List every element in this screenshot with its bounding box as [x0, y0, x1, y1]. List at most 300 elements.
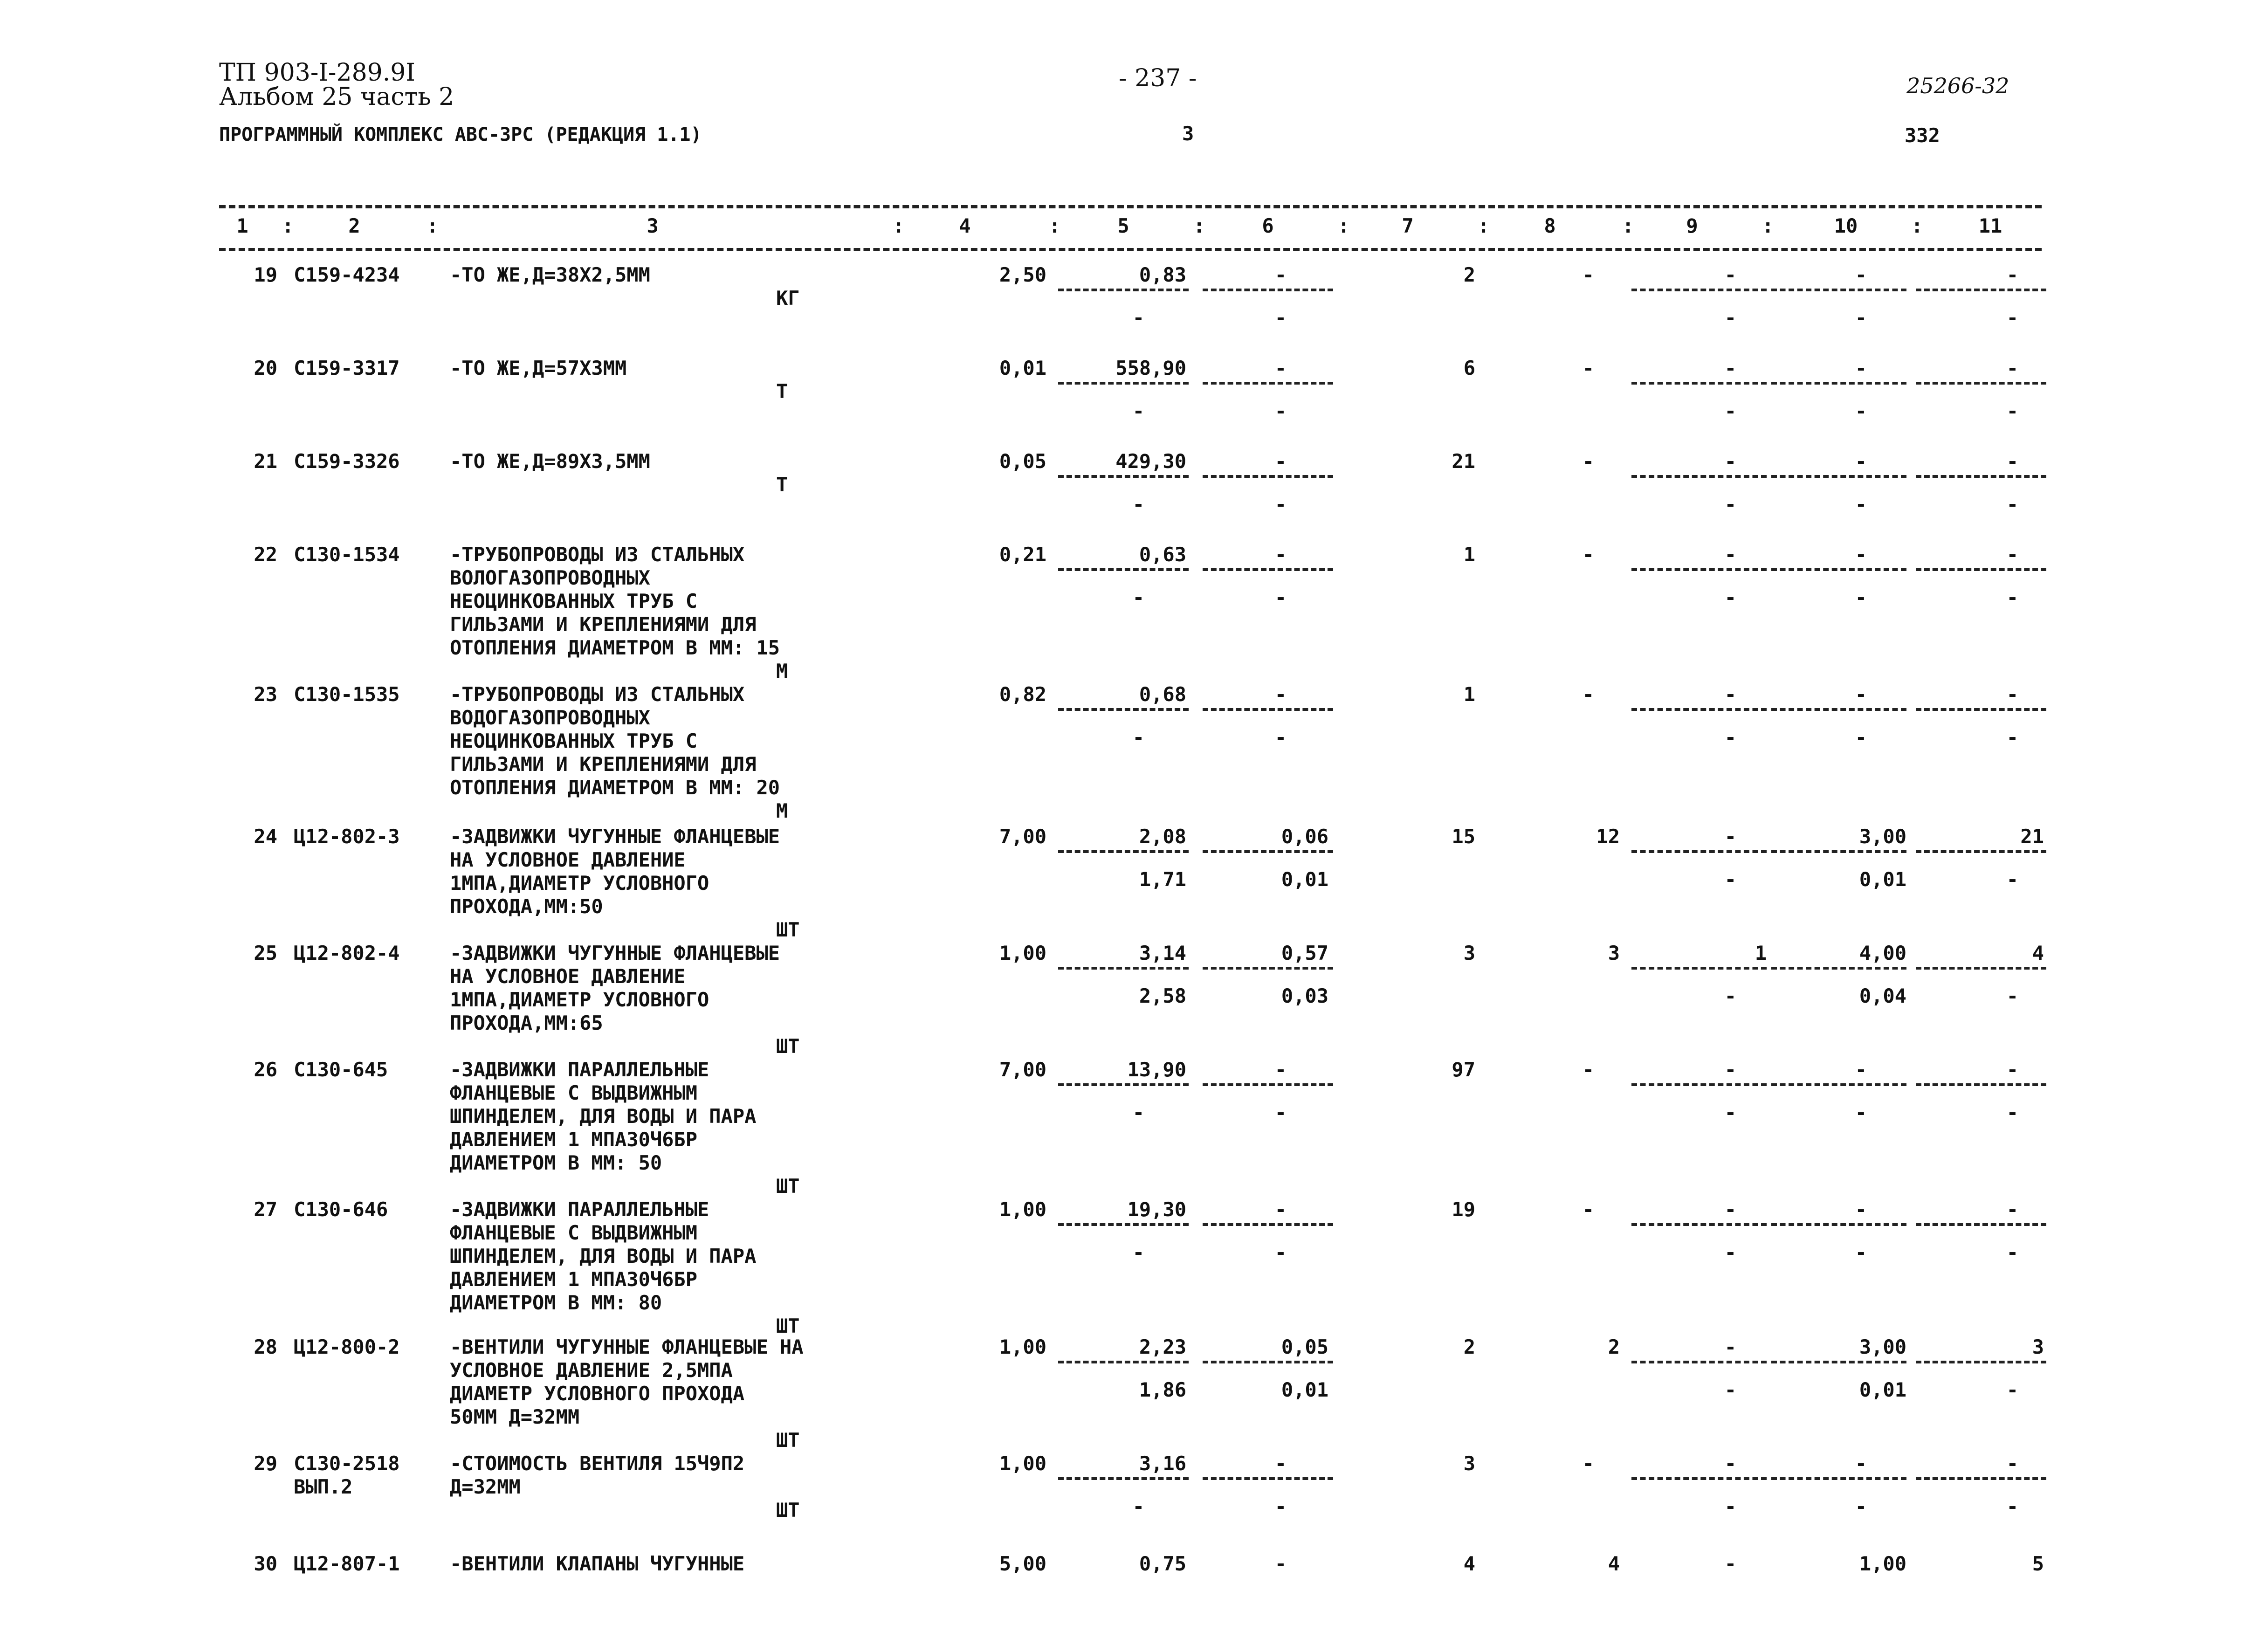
divider-col5	[1058, 382, 1189, 385]
column-number-10: 10	[1834, 214, 1858, 237]
divider-col9	[1631, 1477, 1767, 1480]
work-description-line: -ЗАДВИЖКИ ЧУГУННЫЕ ФЛАНЦЕВЫЕ	[450, 825, 780, 848]
labor-hours-lower: -	[1855, 399, 1867, 422]
total-cost: 19	[1452, 1198, 1475, 1221]
divider-col9	[1631, 967, 1767, 970]
work-description-line: -ЗАДВИЖКИ ЧУГУННЫЕ ФЛАНЦЕВЫЕ	[450, 942, 780, 964]
machine-cost: -	[1724, 1058, 1736, 1081]
work-description-line: -ВЕНТИЛИ КЛАПАНЫ ЧУГУННЫЕ	[450, 1552, 745, 1575]
divider-col6	[1203, 1477, 1333, 1480]
sheet-total: 332	[1905, 124, 1940, 147]
machine-cost-lower: -	[1724, 726, 1736, 749]
work-description-line: ПРОХОДА,ММ:50	[450, 895, 603, 918]
wage-cost-machines: -	[1274, 1241, 1287, 1264]
machine-cost: -	[1724, 450, 1736, 473]
work-description-line: -ТО ЖЕ,Д=57Х3ММ	[450, 357, 627, 379]
divider-col6	[1203, 1361, 1333, 1363]
program-title: ПРОГРАММНЫЙ КОМПЛЕКС АВС-3РС (РЕДАКЦИЯ 1.1)	[219, 124, 702, 145]
labor-hours: -	[1855, 357, 1867, 379]
total-labor: 3	[2032, 1335, 2044, 1358]
divider-col11	[1916, 708, 2046, 711]
quantity: 1,00	[999, 1452, 1046, 1475]
divider-col9	[1631, 1361, 1767, 1363]
total-cost: 21	[1452, 450, 1475, 473]
row-number: 19	[254, 263, 277, 286]
total-labor: -	[2006, 683, 2018, 706]
wage-cost-machines: 0,01	[1281, 868, 1328, 891]
wage-cost-machines: -	[1274, 586, 1287, 609]
column-number-2: 2	[348, 214, 360, 237]
labor-hours-lower: 0,01	[1859, 1378, 1906, 1401]
divider-col5	[1058, 708, 1189, 711]
total-labor-lower: -	[2006, 399, 2018, 422]
wage-cost: 0,06	[1281, 825, 1328, 848]
unit-cost: 19,30	[1127, 1198, 1186, 1221]
unit-cost-machines: 1,86	[1139, 1378, 1186, 1401]
column-number-8: 8	[1544, 214, 1556, 237]
total-cost: 2	[1463, 1335, 1475, 1358]
total-labor: -	[2006, 1058, 2018, 1081]
column-separator: :	[282, 214, 294, 237]
divider-col10	[1771, 1223, 1906, 1226]
total-labor-lower: -	[2006, 493, 2018, 516]
unit-cost: 3,16	[1139, 1452, 1186, 1475]
quantity: 0,05	[999, 450, 1046, 473]
labor-hours: -	[1855, 1452, 1867, 1475]
work-description-line: -ТРУБОПРОВОДЫ ИЗ СТАЛЬНЫХ	[450, 683, 745, 706]
unit-of-measure: КГ	[776, 287, 800, 310]
total-wage: 4	[1608, 1552, 1620, 1575]
unit-of-measure: ШТ	[776, 918, 800, 941]
column-separator: :	[1911, 214, 1923, 237]
divider-col9	[1631, 289, 1767, 291]
divider-col10	[1771, 475, 1906, 478]
total-cost: 2	[1463, 263, 1475, 286]
unit-of-measure: Т	[776, 380, 788, 403]
divider-col11	[1916, 1223, 2046, 1226]
machine-cost: -	[1724, 543, 1736, 566]
work-description-line: ОТОПЛЕНИЯ ДИАМЕТРОМ В ММ: 20	[450, 776, 780, 799]
labor-hours-lower: -	[1855, 1495, 1867, 1518]
total-wage: -	[1582, 683, 1594, 706]
total-wage: -	[1582, 450, 1594, 473]
unit-cost: 0,75	[1139, 1552, 1186, 1575]
column-number-4: 4	[959, 214, 971, 237]
machine-cost-lower: -	[1724, 868, 1736, 891]
unit-cost-machines: -	[1132, 399, 1144, 422]
column-number-11: 11	[1978, 214, 2002, 237]
rate-code: Ц12-807-1	[294, 1552, 400, 1575]
labor-hours-lower: -	[1855, 1101, 1867, 1124]
column-number-9: 9	[1686, 214, 1698, 237]
work-description-line: ГИЛЬЗАМИ И КРЕПЛЕНИЯМИ ДЛЯ	[450, 753, 757, 776]
total-cost: 3	[1463, 1452, 1475, 1475]
row-number: 21	[254, 450, 277, 473]
unit-cost: 2,08	[1139, 825, 1186, 848]
column-separator: :	[1193, 214, 1205, 237]
work-description-line: -ТО ЖЕ,Д=89Х3,5ММ	[450, 450, 650, 473]
total-cost: 4	[1463, 1552, 1475, 1575]
work-description-line: ПРОХОДА,ММ:65	[450, 1012, 603, 1034]
rate-code: С159-3317	[294, 357, 400, 379]
divider-col10	[1771, 382, 1906, 385]
total-labor-lower: -	[2006, 1378, 2018, 1401]
column-number-1: 1	[236, 214, 248, 237]
work-description-line: -ВЕНТИЛИ ЧУГУННЫЕ ФЛАНЦЕВЫЕ НА	[450, 1335, 804, 1358]
page-number: - 237 -	[1119, 64, 1197, 92]
divider-col5	[1058, 1083, 1189, 1086]
wage-cost: 0,57	[1281, 942, 1328, 964]
work-description-line: ФЛАНЦЕВЫЕ С ВЫДВИЖНЫМ	[450, 1221, 698, 1244]
work-description-line: -ТО ЖЕ,Д=38Х2,5ММ	[450, 263, 650, 286]
work-description-line: ДАВЛЕНИЕМ 1 МПА30Ч6БР	[450, 1128, 698, 1151]
work-description-line: ФЛАНЦЕВЫЕ С ВЫДВИЖНЫМ	[450, 1081, 698, 1104]
labor-hours: -	[1855, 543, 1867, 566]
total-labor-lower: -	[2006, 1101, 2018, 1124]
unit-of-measure: Т	[776, 473, 788, 496]
work-description-line: 1МПА,ДИАМЕТР УСЛОВНОГО	[450, 988, 709, 1011]
total-labor: -	[2006, 263, 2018, 286]
machine-cost: -	[1724, 683, 1736, 706]
work-description-line: ДИАМЕТР УСЛОВНОГО ПРОХОДА	[450, 1382, 745, 1405]
divider-col9	[1631, 1223, 1767, 1226]
machine-cost: -	[1724, 1335, 1736, 1358]
row-number: 23	[254, 683, 277, 706]
labor-hours: -	[1855, 683, 1867, 706]
machine-cost-lower: -	[1724, 1101, 1736, 1124]
machine-cost-lower: -	[1724, 493, 1736, 516]
quantity: 0,82	[999, 683, 1046, 706]
wage-cost-machines: -	[1274, 306, 1287, 329]
work-description-line: ДИАМЕТРОМ В ММ: 50	[450, 1151, 662, 1174]
unit-of-measure: М	[776, 799, 788, 822]
total-wage: 12	[1596, 825, 1620, 848]
labor-hours: 3,00	[1859, 825, 1906, 848]
wage-cost: -	[1274, 1198, 1287, 1221]
total-labor-lower: -	[2006, 726, 2018, 749]
labor-hours-lower: -	[1855, 726, 1867, 749]
work-description-line: НА УСЛОВНОЕ ДАВЛЕНИЕ	[450, 965, 686, 988]
divider-col5	[1058, 1361, 1189, 1363]
divider-col11	[1916, 850, 2046, 853]
total-labor-lower: -	[2006, 586, 2018, 609]
total-labor: 21	[2020, 825, 2044, 848]
unit-of-measure: ШТ	[776, 1429, 800, 1452]
wage-cost-machines: 0,03	[1281, 984, 1328, 1007]
wage-cost: -	[1274, 357, 1287, 379]
quantity: 5,00	[999, 1552, 1046, 1575]
quantity: 0,21	[999, 543, 1046, 566]
work-description-line: ГИЛЬЗАМИ И КРЕПЛЕНИЯМИ ДЛЯ	[450, 613, 757, 636]
work-description-line: ВОЛОГАЗОПРОВОДНЫХ	[450, 566, 650, 589]
quantity: 0,01	[999, 357, 1046, 379]
total-labor-lower: -	[2006, 984, 2018, 1007]
divider-col6	[1203, 289, 1333, 291]
row-number: 27	[254, 1198, 277, 1221]
divider-col6	[1203, 568, 1333, 571]
divider-col9	[1631, 708, 1767, 711]
wage-cost-machines: -	[1274, 726, 1287, 749]
total-labor: -	[2006, 1452, 2018, 1475]
divider-col11	[1916, 1083, 2046, 1086]
labor-hours-lower: -	[1855, 1241, 1867, 1264]
labor-hours: 1,00	[1859, 1552, 1906, 1575]
machine-cost: -	[1724, 263, 1736, 286]
wage-cost-machines: -	[1274, 1101, 1287, 1124]
unit-of-measure: ШТ	[776, 1175, 800, 1198]
total-wage: -	[1582, 263, 1594, 286]
divider-col6	[1203, 1223, 1333, 1226]
divider-col11	[1916, 1477, 2046, 1480]
work-description-line: Д=32ММ	[450, 1475, 521, 1498]
unit-cost: 13,90	[1127, 1058, 1186, 1081]
labor-hours: 3,00	[1859, 1335, 1906, 1358]
archive-stamp: 25266-32	[1906, 73, 2009, 98]
work-description-line: ДАВЛЕНИЕМ 1 МПА30Ч6БР	[450, 1268, 698, 1291]
divider-col5	[1058, 1477, 1189, 1480]
divider-col11	[1916, 382, 2046, 385]
quantity: 1,00	[999, 942, 1046, 964]
quantity: 1,00	[999, 1335, 1046, 1358]
machine-cost-lower: -	[1724, 399, 1736, 422]
divider-col6	[1203, 382, 1333, 385]
total-cost: 1	[1463, 543, 1475, 566]
labor-hours: 4,00	[1859, 942, 1906, 964]
total-labor-lower: -	[2006, 1495, 2018, 1518]
unit-of-measure: ШТ	[776, 1035, 800, 1058]
wage-cost: -	[1274, 683, 1287, 706]
quantity: 1,00	[999, 1198, 1046, 1221]
divider-col6	[1203, 475, 1333, 478]
wage-cost: -	[1274, 543, 1287, 566]
unit-cost-machines: -	[1132, 1101, 1144, 1124]
column-separator: :	[427, 214, 439, 237]
wage-cost-machines: 0,01	[1281, 1378, 1328, 1401]
total-cost: 6	[1463, 357, 1475, 379]
sheet-number: 3	[1182, 122, 1194, 145]
divider-col5	[1058, 289, 1189, 291]
rate-code: С130-646	[294, 1198, 388, 1221]
machine-cost: -	[1724, 1198, 1736, 1221]
divider-col11	[1916, 967, 2046, 970]
work-description-line: -ЗАДВИЖКИ ПАРАЛЛЕЛЬНЫЕ	[450, 1198, 709, 1221]
divider-col5	[1058, 850, 1189, 853]
unit-of-measure: ШТ	[776, 1315, 800, 1337]
work-description-line: 1МПА,ДИАМЕТР УСЛОВНОГО	[450, 872, 709, 895]
row-number: 30	[254, 1552, 277, 1575]
machine-cost: -	[1724, 825, 1736, 848]
total-wage: -	[1582, 1452, 1594, 1475]
wage-cost: -	[1274, 1058, 1287, 1081]
machine-cost: -	[1724, 1552, 1736, 1575]
total-wage: -	[1582, 543, 1594, 566]
divider-col10	[1771, 1477, 1906, 1480]
divider-col10	[1771, 1083, 1906, 1086]
divider-col6	[1203, 1083, 1333, 1086]
rate-code: С130-2518	[294, 1452, 400, 1475]
divider-col9	[1631, 1083, 1767, 1086]
machine-cost: -	[1724, 357, 1736, 379]
machine-cost-lower: -	[1724, 306, 1736, 329]
machine-cost-lower: -	[1724, 1378, 1736, 1401]
row-number: 26	[254, 1058, 277, 1081]
rate-code: Ц12-802-4	[294, 942, 400, 964]
rate-code: С159-3326	[294, 450, 400, 473]
divider-col10	[1771, 568, 1906, 571]
divider-col9	[1631, 850, 1767, 853]
unit-cost: 558,90	[1115, 357, 1186, 379]
divider-col11	[1916, 289, 2046, 291]
rate-code-issue: ВЫП.2	[294, 1475, 353, 1498]
total-labor: -	[2006, 1198, 2018, 1221]
total-wage: 3	[1608, 942, 1620, 964]
divider-col10	[1771, 708, 1906, 711]
labor-hours: -	[1855, 450, 1867, 473]
total-labor: 5	[2032, 1552, 2044, 1575]
wage-cost: -	[1274, 1452, 1287, 1475]
total-labor-lower: -	[2006, 1241, 2018, 1264]
document-code: ТП 903-I-289.9I	[219, 59, 415, 87]
column-separator: :	[1622, 214, 1634, 237]
unit-cost: 0,83	[1139, 263, 1186, 286]
machine-cost-lower: -	[1724, 1495, 1736, 1518]
total-cost: 15	[1452, 825, 1475, 848]
column-separator: :	[1762, 214, 1774, 237]
divider-col9	[1631, 382, 1767, 385]
column-separator: :	[1478, 214, 1490, 237]
column-number-6: 6	[1262, 214, 1274, 237]
total-cost: 3	[1463, 942, 1475, 964]
quantity: 7,00	[999, 1058, 1046, 1081]
divider-col6	[1203, 967, 1333, 970]
work-description-line: -ЗАДВИЖКИ ПАРАЛЛЕЛЬНЫЕ	[450, 1058, 709, 1081]
wage-cost-machines: -	[1274, 493, 1287, 516]
column-number-5: 5	[1117, 214, 1129, 237]
header-top-rule	[219, 205, 2042, 208]
wage-cost: 0,05	[1281, 1335, 1328, 1358]
column-number-7: 7	[1402, 214, 1414, 237]
total-cost: 97	[1452, 1058, 1475, 1081]
labor-hours-lower: 0,01	[1859, 868, 1906, 891]
machine-cost-lower: -	[1724, 984, 1736, 1007]
unit-cost-machines: 2,58	[1139, 984, 1186, 1007]
unit-cost-machines: -	[1132, 493, 1144, 516]
divider-col5	[1058, 967, 1189, 970]
divider-col6	[1203, 850, 1333, 853]
machine-cost: -	[1724, 1452, 1736, 1475]
wage-cost: -	[1274, 263, 1287, 286]
labor-hours: -	[1855, 263, 1867, 286]
divider-col10	[1771, 850, 1906, 853]
total-labor: -	[2006, 543, 2018, 566]
rate-code: С159-4234	[294, 263, 400, 286]
header-bottom-rule	[219, 248, 2042, 251]
row-number: 20	[254, 357, 277, 379]
wage-cost: -	[1274, 1552, 1287, 1575]
labor-hours-lower: -	[1855, 493, 1867, 516]
unit-cost-machines: -	[1132, 1241, 1144, 1264]
total-labor: -	[2006, 357, 2018, 379]
unit-cost: 2,23	[1139, 1335, 1186, 1358]
labor-hours-lower: -	[1855, 306, 1867, 329]
rate-code: Ц12-800-2	[294, 1335, 400, 1358]
quantity: 2,50	[999, 263, 1046, 286]
divider-col11	[1916, 475, 2046, 478]
column-separator: :	[1049, 214, 1061, 237]
total-wage: -	[1582, 1198, 1594, 1221]
total-cost: 1	[1463, 683, 1475, 706]
divider-col5	[1058, 1223, 1189, 1226]
album-label: Альбом 25 часть 2	[219, 83, 454, 111]
divider-col11	[1916, 568, 2046, 571]
divider-col5	[1058, 568, 1189, 571]
work-description-line: НЕОЦИНКОВАННЫХ ТРУБ С	[450, 590, 698, 613]
unit-cost: 0,63	[1139, 543, 1186, 566]
wage-cost-machines: -	[1274, 1495, 1287, 1518]
divider-col5	[1058, 475, 1189, 478]
work-description-line: НА УСЛОВНОЕ ДАВЛЕНИЕ	[450, 848, 686, 871]
labor-hours-lower: 0,04	[1859, 984, 1906, 1007]
rate-code: С130-1534	[294, 543, 400, 566]
unit-cost-machines: 1,71	[1139, 868, 1186, 891]
divider-col10	[1771, 1361, 1906, 1363]
total-labor: -	[2006, 450, 2018, 473]
unit-cost: 3,14	[1139, 942, 1186, 964]
labor-hours-lower: -	[1855, 586, 1867, 609]
column-separator: :	[1338, 214, 1350, 237]
unit-cost: 0,68	[1139, 683, 1186, 706]
work-description-line: ШПИНДЕЛЕМ, ДЛЯ ВОДЫ И ПАРА	[450, 1105, 757, 1128]
unit-cost-machines: -	[1132, 306, 1144, 329]
work-description-line: ДИАМЕТРОМ В ММ: 80	[450, 1291, 662, 1314]
work-description-line: ОТОПЛЕНИЯ ДИАМЕТРОМ В ММ: 15	[450, 636, 780, 659]
divider-col10	[1771, 967, 1906, 970]
unit-cost-machines: -	[1132, 1495, 1144, 1518]
divider-col6	[1203, 708, 1333, 711]
total-labor-lower: -	[2006, 306, 2018, 329]
row-number: 22	[254, 543, 277, 566]
wage-cost-machines: -	[1274, 399, 1287, 422]
unit-of-measure: ШТ	[776, 1499, 800, 1521]
unit-of-measure: М	[776, 660, 788, 682]
total-wage: -	[1582, 1058, 1594, 1081]
rate-code: Ц12-802-3	[294, 825, 400, 848]
column-separator: :	[893, 214, 905, 237]
row-number: 29	[254, 1452, 277, 1475]
work-description-line: -СТОИМОСТЬ ВЕНТИЛЯ 15Ч9П2	[450, 1452, 745, 1475]
total-labor: 4	[2032, 942, 2044, 964]
unit-cost-machines: -	[1132, 726, 1144, 749]
wage-cost: -	[1274, 450, 1287, 473]
rate-code: С130-645	[294, 1058, 388, 1081]
divider-col9	[1631, 568, 1767, 571]
divider-col9	[1631, 475, 1767, 478]
machine-cost: 1	[1755, 942, 1767, 964]
work-description-line: 50ММ Д=32ММ	[450, 1405, 580, 1428]
work-description-line: ШПИНДЕЛЕМ, ДЛЯ ВОДЫ И ПАРА	[450, 1245, 757, 1267]
work-description-line: УСЛОВНОЕ ДАВЛЕНИЕ 2,5МПА	[450, 1359, 733, 1382]
labor-hours: -	[1855, 1058, 1867, 1081]
divider-col11	[1916, 1361, 2046, 1363]
work-description-line: -ТРУБОПРОВОДЫ ИЗ СТАЛЬНЫХ	[450, 543, 745, 566]
row-number: 25	[254, 942, 277, 964]
work-description-line: НЕОЦИНКОВАННЫХ ТРУБ С	[450, 730, 698, 752]
column-number-3: 3	[647, 214, 659, 237]
row-number: 28	[254, 1335, 277, 1358]
quantity: 7,00	[999, 825, 1046, 848]
machine-cost-lower: -	[1724, 586, 1736, 609]
total-wage: 2	[1608, 1335, 1620, 1358]
